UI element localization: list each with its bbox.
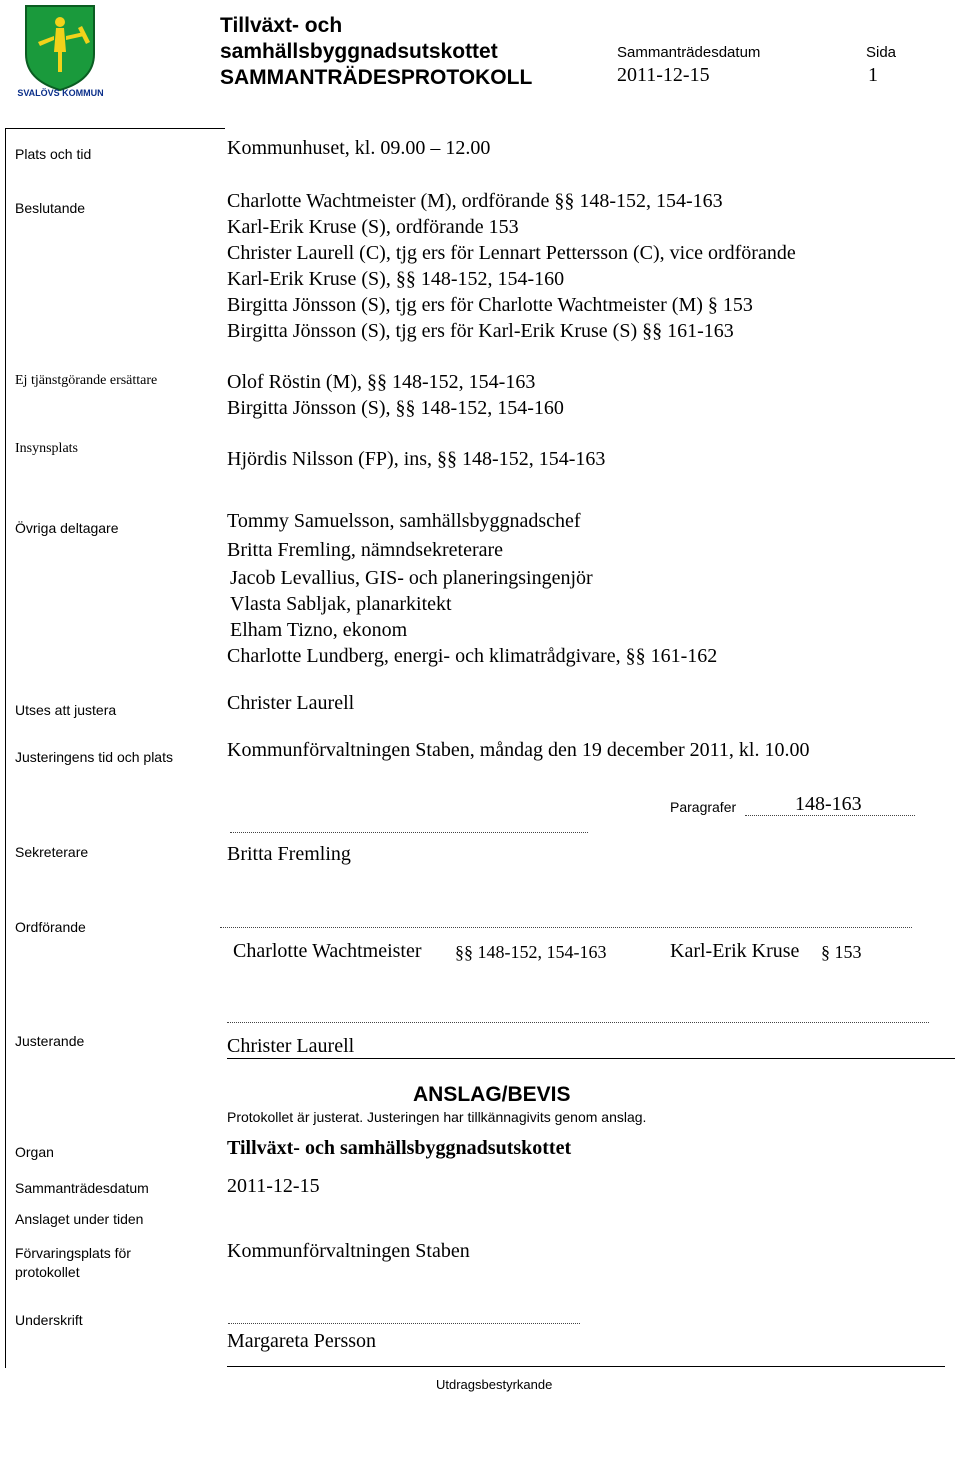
committee-title-line2: samhällsbyggnadsutskottet xyxy=(220,40,498,63)
justtid-value: Kommunförvaltningen Staben, måndag den 19 december 2011, kl. 10.00 xyxy=(227,739,810,761)
beslutande-line: Birgitta Jönsson (S), tjg ers för Charlotte Wachtmeister (M) § 153 xyxy=(227,294,753,316)
forvaring-value: Kommunförvaltningen Staben xyxy=(227,1240,470,1262)
ovriga-line: Charlotte Lundberg, energi- och klimatrådgivare, §§ 161-162 xyxy=(227,645,718,667)
anslag-note: Protokollet är justerat. Justeringen har tillkännagivits genom anslag. xyxy=(227,1109,647,1125)
beslutande-label: Beslutande xyxy=(15,200,86,216)
ovriga-label: Övriga deltagare xyxy=(15,520,119,536)
ordforande-sections-1: §§ 148-152, 154-163 xyxy=(455,942,607,962)
ovriga-line: Elham Tizno, ekonom xyxy=(230,619,408,641)
anslag-tiden-label: Anslaget under tiden xyxy=(15,1211,144,1227)
organ-value: Tillväxt- och samhällsbyggnadsutskottet xyxy=(227,1137,572,1159)
meeting-date-value: 2011-12-15 xyxy=(617,64,710,86)
committee-title-line1: Tillväxt- och xyxy=(220,14,343,37)
logo-text: SVALÖVS KOMMUN xyxy=(17,88,104,98)
page-number: 1 xyxy=(868,64,878,86)
coat-of-arms-icon xyxy=(8,2,113,100)
sekreterare-label: Sekreterare xyxy=(15,844,89,860)
ovriga-line: Jacob Levallius, GIS- och planeringsingenjör xyxy=(230,567,593,589)
justtid-label: Justeringens tid och plats xyxy=(15,749,173,765)
insyn-label: Insynsplats xyxy=(15,441,78,456)
beslutande-line: Charlotte Wachtmeister (M), ordförande §§ 148-152, 154-163 xyxy=(227,190,723,212)
anslag-datum-value: 2011-12-15 xyxy=(227,1175,320,1197)
beslutande-line: Karl-Erik Kruse (S), ordförande 153 xyxy=(227,216,519,238)
paragrafer-label: Paragrafer xyxy=(670,799,737,815)
plats-value: Kommunhuset, kl. 09.00 – 12.00 xyxy=(227,137,491,159)
organ-label: Organ xyxy=(15,1144,54,1160)
section-divider xyxy=(227,1058,955,1059)
anslag-title: ANSLAG/BEVIS xyxy=(413,1083,571,1106)
beslutande-line: Karl-Erik Kruse (S), §§ 148-152, 154-160 xyxy=(227,268,565,290)
justerande-label: Justerande xyxy=(15,1033,85,1049)
ovriga-line: Britta Fremling, nämndsekreterare xyxy=(227,539,504,561)
forvaring-label-line1: Förvaringsplats för xyxy=(15,1245,131,1261)
justerande-signature-line xyxy=(227,1022,929,1023)
meeting-date-label: Sammanträdesdatum xyxy=(617,44,761,61)
ovriga-line: Vlasta Sabljak, planarkitekt xyxy=(230,593,452,615)
ordforande-signature-line xyxy=(220,927,912,928)
ersattare-line: Olof Röstin (M), §§ 148-152, 154-163 xyxy=(227,371,536,393)
underskrift-name: Margareta Persson xyxy=(227,1330,377,1352)
plats-label: Plats och tid xyxy=(15,146,92,162)
ersattare-line: Birgitta Jönsson (S), §§ 148-152, 154-160 xyxy=(227,397,564,419)
insyn-value: Hjördis Nilsson (FP), ins, §§ 148-152, 154-163 xyxy=(227,448,606,470)
justera-label: Utses att justera xyxy=(15,702,117,718)
frame-top-border xyxy=(5,128,225,129)
forvaring-label-line2: protokollet xyxy=(15,1264,80,1280)
anslag-datum-label: Sammanträdesdatum xyxy=(15,1180,149,1196)
justera-value: Christer Laurell xyxy=(227,692,355,714)
justerande-name: Christer Laurell xyxy=(227,1035,355,1057)
paragrafer-value: 148-163 xyxy=(795,793,862,815)
ovriga-line: Tommy Samuelsson, samhällsbyggnadschef xyxy=(227,510,581,532)
underskrift-label: Underskrift xyxy=(15,1312,83,1328)
ordforande-sections-2: § 153 xyxy=(821,942,862,962)
sekreterare-name: Britta Fremling xyxy=(227,843,351,865)
paragrafer-line xyxy=(745,815,915,816)
page-label: Sida xyxy=(866,44,897,61)
footer-divider xyxy=(227,1366,945,1367)
ordforande-name-2: Karl-Erik Kruse xyxy=(670,940,800,962)
frame-left-border xyxy=(5,128,6,1368)
sekreterare-signature-line xyxy=(230,832,588,833)
municipality-logo xyxy=(8,2,113,100)
utdragsbestyrkande-label: Utdragsbestyrkande xyxy=(436,1377,553,1392)
underskrift-signature-line xyxy=(228,1323,580,1324)
beslutande-line: Birgitta Jönsson (S), tjg ers för Karl-Erik Kruse (S) §§ 161-163 xyxy=(227,320,734,342)
ersattare-label: Ej tjänstgörande ersättare xyxy=(15,373,158,388)
protocol-title: SAMMANTRÄDESPROTOKOLL xyxy=(220,66,533,89)
ordforande-label: Ordförande xyxy=(15,919,86,935)
ordforande-name-1: Charlotte Wachtmeister xyxy=(233,940,422,962)
beslutande-line: Christer Laurell (C), tjg ers för Lennart Pettersson (C), vice ordförande xyxy=(227,242,796,264)
